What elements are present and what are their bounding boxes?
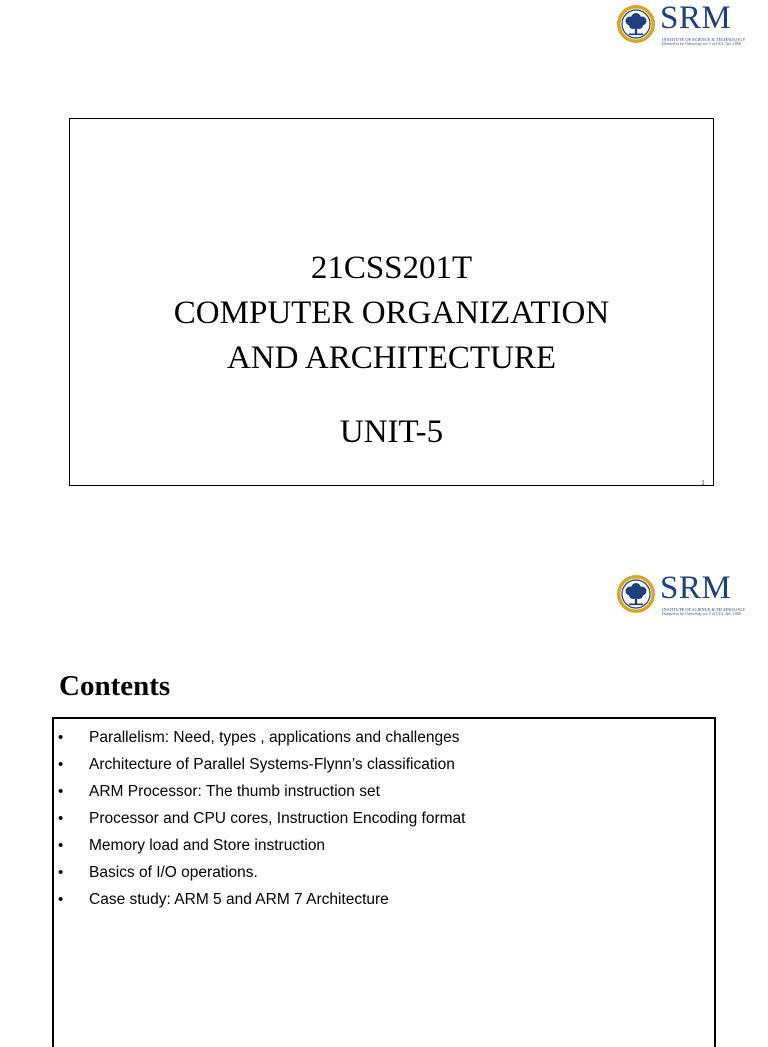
bullet-icon: • bbox=[58, 756, 64, 773]
unit-label: UNIT-5 bbox=[339, 414, 444, 450]
list-item bbox=[58, 778, 465, 805]
srm-wordmark: SRM bbox=[660, 570, 732, 606]
bullet-icon: • bbox=[58, 837, 64, 854]
list-item bbox=[58, 751, 465, 778]
list-item bbox=[58, 859, 465, 886]
list-item-text: Architecture of Parallel Systems-Flynn’s classification bbox=[89, 756, 455, 773]
list-item bbox=[58, 805, 465, 832]
srm-tagline: INSTITUTE OF SCIENCE & TECHNOLOGY bbox=[662, 607, 746, 612]
list-item-text: Memory load and Store instruction bbox=[89, 837, 326, 854]
srm-tagline: INSTITUTE OF SCIENCE & TECHNOLOGY bbox=[662, 37, 746, 42]
bullet-icon: • bbox=[58, 891, 64, 908]
srm-wordmark: SRM bbox=[660, 0, 732, 36]
list-item bbox=[58, 724, 465, 751]
srm-subtagline: Deemed to be University u/s 3 of UGC Act, 1956 bbox=[662, 612, 741, 616]
contents-list bbox=[58, 724, 465, 913]
bullet-icon: • bbox=[58, 810, 64, 827]
srm-logo bbox=[616, 0, 758, 48]
course-name-line-1: COMPUTER ORGANIZATION bbox=[173, 295, 610, 331]
course-title bbox=[70, 246, 713, 381]
page-number: 1 bbox=[701, 480, 705, 487]
list-item-text: Basics of I/O operations. bbox=[89, 864, 258, 881]
srm-subtagline: Deemed to be University u/s 3 of UGC Act, 1956 bbox=[662, 42, 741, 46]
course-name-line-2: AND ARCHITECTURE bbox=[226, 340, 557, 376]
srm-emblem-icon bbox=[616, 574, 656, 614]
title-frame bbox=[69, 118, 714, 486]
bullet-icon: • bbox=[58, 864, 64, 881]
list-item bbox=[58, 832, 465, 859]
list-item-text: Parallelism: Need, types , applications and challenges bbox=[89, 729, 460, 746]
contents-heading: Contents bbox=[59, 670, 171, 702]
list-item bbox=[58, 886, 465, 913]
title-slide bbox=[0, 0, 768, 512]
srm-logo bbox=[616, 570, 758, 618]
contents-frame bbox=[52, 717, 716, 1047]
list-item-text: ARM Processor: The thumb instruction set bbox=[89, 783, 380, 800]
list-item-text: Processor and CPU cores, Instruction Encoding format bbox=[89, 810, 466, 827]
bullet-icon: • bbox=[58, 783, 64, 800]
bullet-icon: • bbox=[58, 729, 64, 746]
list-item-text: Case study: ARM 5 and ARM 7 Architecture bbox=[89, 891, 389, 908]
srm-emblem-icon bbox=[616, 4, 656, 44]
course-code: 21CSS201T bbox=[310, 250, 473, 286]
contents-slide bbox=[0, 512, 768, 1024]
